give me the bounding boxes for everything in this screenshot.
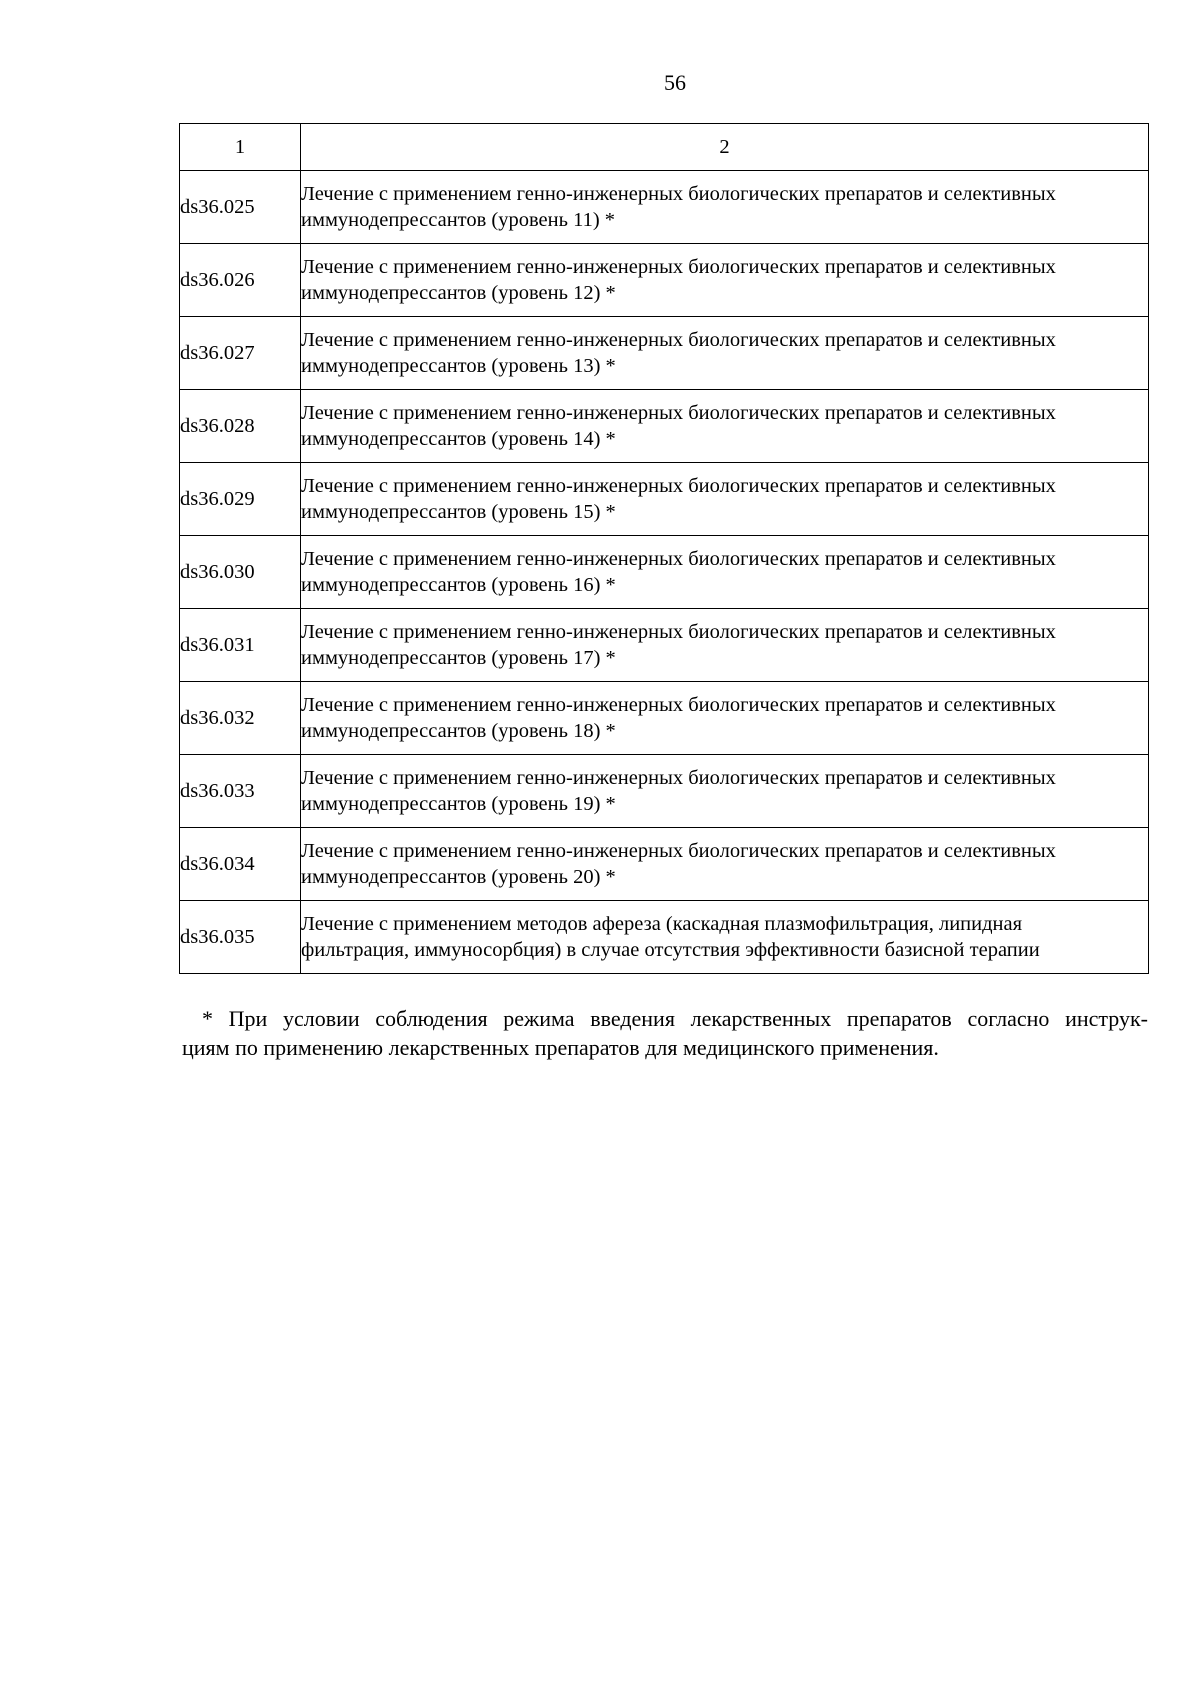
row-code: ds36.027 <box>180 317 301 390</box>
description-line: Лечение с применением генно-инженерных биологических препаратов и селективных <box>301 256 1056 278</box>
row-description <box>301 244 1149 317</box>
row-description <box>301 609 1149 682</box>
table-row <box>180 755 1149 828</box>
row-description <box>301 682 1149 755</box>
header-column-2: 2 <box>301 124 1149 171</box>
header-column-1: 1 <box>180 124 301 171</box>
description-line: иммунодепрессантов (уровень 11) * <box>301 209 616 231</box>
table-header <box>180 124 1149 171</box>
table-header-row <box>180 124 1149 171</box>
description-line: иммунодепрессантов (уровень 14) * <box>301 428 616 450</box>
description-line: иммунодепрессантов (уровень 20) * <box>301 866 616 888</box>
description-line: Лечение с применением генно-инженерных биологических препаратов и селективных <box>301 183 1056 205</box>
footnote-line: * При условии соблюдения режима введения лекарственных препаратов согласно инструк- <box>202 1006 1148 1031</box>
description-line: Лечение с применением генно-инженерных биологических препаратов и селективных <box>301 475 1056 497</box>
row-code: ds36.032 <box>180 682 301 755</box>
row-description <box>301 463 1149 536</box>
row-description <box>301 755 1149 828</box>
description-line: Лечение с применением генно-инженерных биологических препаратов и селективных <box>301 621 1056 643</box>
description-line: иммунодепрессантов (уровень 18) * <box>301 720 616 742</box>
description-line: Лечение с применением генно-инженерных биологических препаратов и селективных <box>301 329 1056 351</box>
footnote-line: циям по применению лекарственных препаратов для медицинского применения. <box>182 1035 939 1060</box>
row-description <box>301 828 1149 901</box>
table-body <box>180 171 1149 974</box>
table-row <box>180 463 1149 536</box>
row-code: ds36.034 <box>180 828 301 901</box>
table-row <box>180 828 1149 901</box>
description-line: иммунодепрессантов (уровень 19) * <box>301 793 616 815</box>
description-line: Лечение с применением методов афереза (каскадная плазмофильтрация, липидная <box>301 913 1023 935</box>
row-code: ds36.035 <box>180 901 301 974</box>
description-line: фильтрация, иммуносорбция) в случае отсутствия эффективности базисной терапии <box>301 939 1040 961</box>
description-line: Лечение с применением генно-инженерных биологических препаратов и селективных <box>301 840 1056 862</box>
table-row <box>180 901 1149 974</box>
table-row <box>180 682 1149 755</box>
table-row <box>180 244 1149 317</box>
row-description <box>301 536 1149 609</box>
row-description <box>301 390 1149 463</box>
description-line: иммунодепрессантов (уровень 16) * <box>301 574 616 596</box>
description-line: иммунодепрессантов (уровень 15) * <box>301 501 616 523</box>
description-line: иммунодепрессантов (уровень 17) * <box>301 647 616 669</box>
description-line: иммунодепрессантов (уровень 13) * <box>301 355 616 377</box>
row-code: ds36.033 <box>180 755 301 828</box>
table-row <box>180 609 1149 682</box>
row-code: ds36.026 <box>180 244 301 317</box>
row-code: ds36.029 <box>180 463 301 536</box>
description-line: Лечение с применением генно-инженерных биологических препаратов и селективных <box>301 402 1056 424</box>
tariff-table <box>179 123 1149 974</box>
table-row <box>180 317 1149 390</box>
page-number: 56 <box>664 70 686 95</box>
table-row <box>180 390 1149 463</box>
row-description <box>301 171 1149 244</box>
description-line: иммунодепрессантов (уровень 12) * <box>301 282 616 304</box>
description-line: Лечение с применением генно-инженерных биологических препаратов и селективных <box>301 694 1056 716</box>
row-code: ds36.028 <box>180 390 301 463</box>
table-row <box>180 536 1149 609</box>
footnote <box>182 1004 1148 1062</box>
row-description <box>301 901 1149 974</box>
description-line: Лечение с применением генно-инженерных биологических препаратов и селективных <box>301 548 1056 570</box>
row-code: ds36.025 <box>180 171 301 244</box>
row-description <box>301 317 1149 390</box>
row-code: ds36.031 <box>180 609 301 682</box>
table-row <box>180 171 1149 244</box>
description-line: Лечение с применением генно-инженерных биологических препаратов и селективных <box>301 767 1056 789</box>
row-code: ds36.030 <box>180 536 301 609</box>
